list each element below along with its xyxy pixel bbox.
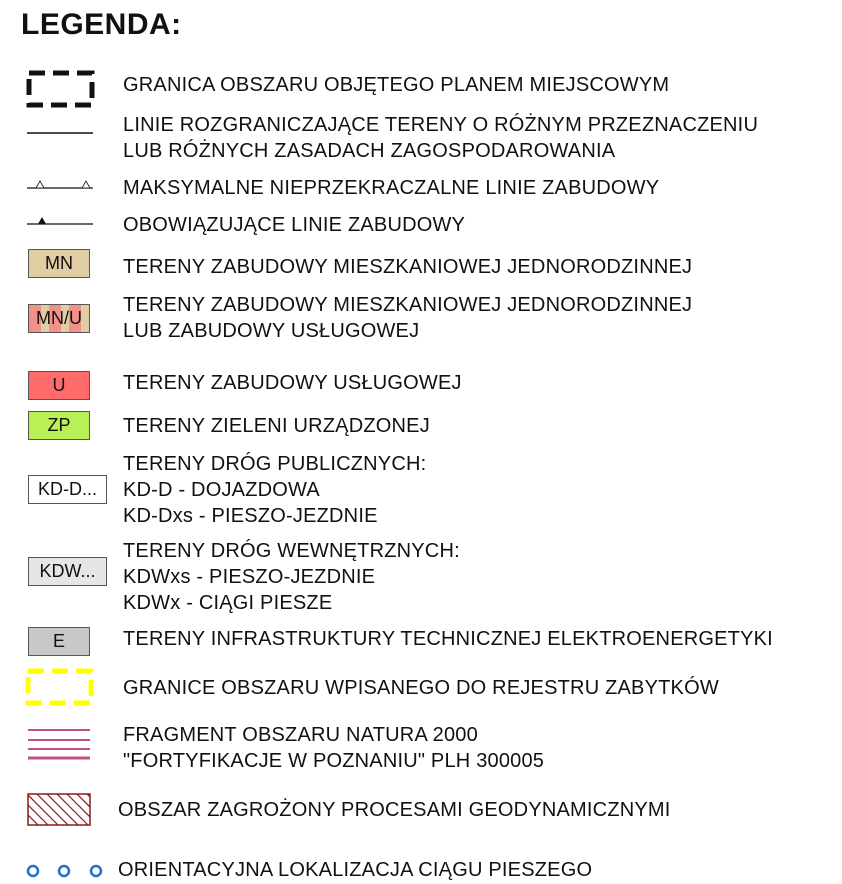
u-zone-swatch: U (28, 371, 90, 400)
legend-label-mn: TERENY ZABUDOWY MIESZKANIOWEJ JEDNORODZINNEJ (123, 256, 693, 278)
legend-label-mn-u: TERENY ZABUDOWY MIESZKANIOWEJ JEDNORODZINNEJ LUB ZABUDOWY USŁUGOWEJ (123, 294, 693, 342)
natura-2000-symbol (27, 727, 93, 763)
legend-label-mandatory-building-line: OBOWIĄZUJĄCE LINIE ZABUDOWY (123, 214, 466, 236)
legend-label-plan-boundary: GRANICA OBSZARU OBJĘTEGO PLANEM MIEJSCOWYM (123, 74, 670, 96)
heritage-boundary-symbol (25, 668, 95, 708)
legend-label-e: TERENY INFRASTRUKTURY TECHNICZNEJ ELEKTROENERGETYKI (123, 628, 773, 650)
e-zone-swatch: E (28, 627, 90, 656)
mandatory-building-line-symbol (26, 212, 96, 230)
kd-d-zone-swatch: KD-D... (28, 475, 107, 504)
mn-u-zone-swatch: MN/U (28, 304, 90, 333)
kdw-zone-swatch: KDW... (28, 557, 107, 586)
legend-label-pedestrian-path: ORIENTACYJNA LOKALIZACJA CIĄGU PIESZEGO (118, 859, 593, 881)
max-building-line-symbol (26, 176, 96, 194)
legend-label-demarcation: LINIE ROZGRANICZAJĄCE TERENY O RÓŻNYM PRZEZNACZENIU LUB RÓŻNYCH ZASADACH ZAGOSPODAROWANIA (123, 114, 759, 162)
legend-label-kd-d: TERENY DRÓG PUBLICZNYCH: KD-D - DOJAZDOWA KD-Dxs - PIESZO-JEZDNIE (123, 453, 427, 527)
zp-zone-swatch: ZP (28, 411, 90, 440)
geodynamic-hatch-symbol (27, 793, 93, 827)
legend-title: LEGENDA: (21, 8, 182, 41)
legend-label-geodynamic: OBSZAR ZAGROŻONY PROCESAMI GEODYNAMICZNYMI (118, 799, 671, 821)
demarcation-line-symbol (26, 126, 96, 140)
legend-label-zp: TERENY ZIELENI URZĄDZONEJ (123, 415, 430, 437)
legend-label-max-building-line: MAKSYMALNE NIEPRZEKRACZALNE LINIE ZABUDOWY (123, 177, 660, 199)
legend-label-kdw: TERENY DRÓG WEWNĘTRZNYCH: KDWxs - PIESZO-JEZDNIE KDWx - CIĄGI PIESZE (123, 540, 460, 614)
pedestrian-path-symbol (24, 861, 108, 881)
mn-zone-swatch: MN (28, 249, 90, 278)
legend-label-heritage-boundary: GRANICE OBSZARU WPISANEGO DO REJESTRU ZABYTKÓW (123, 677, 719, 699)
plan-boundary-symbol (26, 70, 96, 110)
legend-label-natura-2000: FRAGMENT OBSZARU NATURA 2000 "FORTYFIKACJE W POZNANIU" PLH 300005 (123, 724, 545, 772)
legend-label-u: TERENY ZABUDOWY USŁUGOWEJ (123, 372, 462, 394)
